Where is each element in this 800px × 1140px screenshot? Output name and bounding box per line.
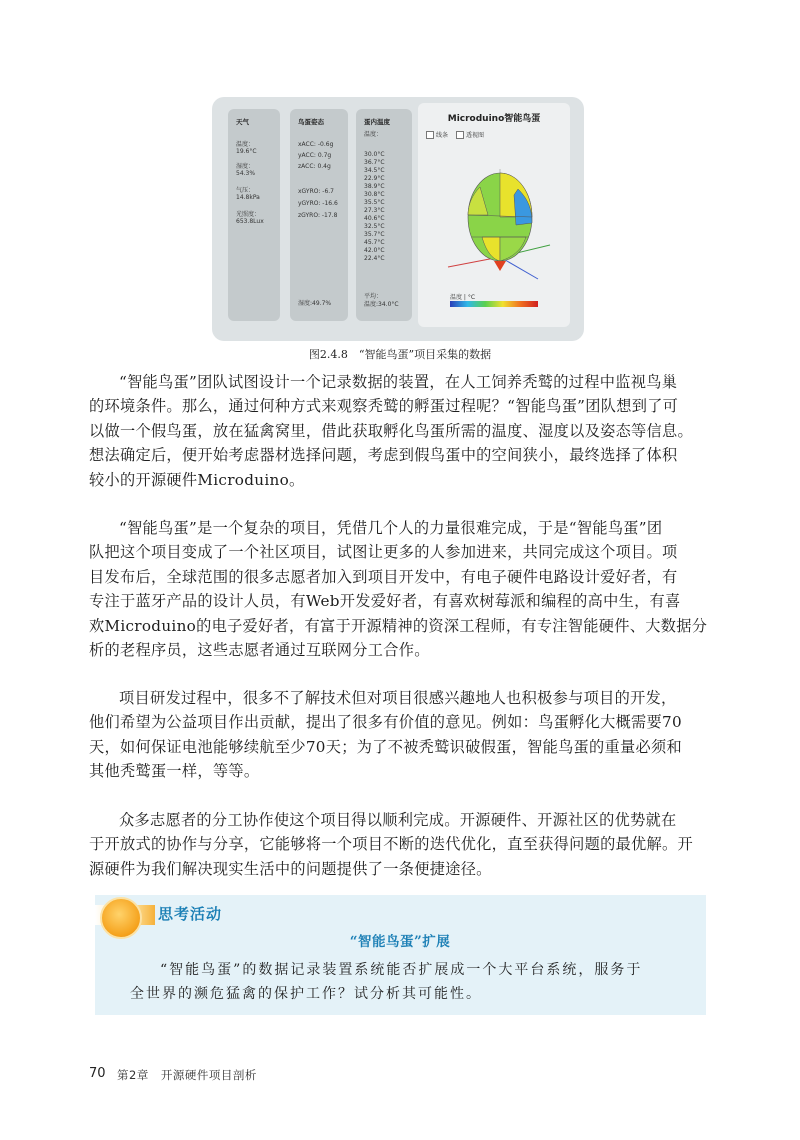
temperature-panel-header: 蛋内温度: [364, 118, 390, 126]
paragraph-4: [89, 808, 711, 881]
lines-checkbox-label: 线条: [436, 132, 449, 139]
temperature-line: 30.0°C: [364, 151, 385, 158]
temperature-line: 35.7°C: [364, 231, 385, 238]
activity-title: 思考活动: [158, 905, 223, 923]
text-line: “智能鸟蛋”是一个复杂的项目，凭借几个人的力量很难完成，于是“智能鸟蛋”团: [119, 519, 663, 537]
chapter-title: 第2章 开源硬件项目剖析: [117, 1068, 257, 1082]
text-line: 其他秃鹫蛋一样，等等。: [89, 762, 260, 781]
temperature-line: 42.0°C: [364, 247, 385, 254]
egg-3d-model-icon[interactable]: [438, 149, 558, 284]
weather-line: 光照度：: [236, 211, 261, 218]
weather-panel-header: 天气: [236, 118, 249, 126]
temperature-line: 45.7°C: [364, 239, 385, 246]
attitude-panel-header: 鸟蛋姿态: [298, 118, 324, 126]
attitude-line: yGYRO: -16.6: [298, 200, 338, 207]
lines-checkbox[interactable]: [426, 131, 434, 139]
weather-line: 19.6°C: [236, 148, 257, 155]
activity-line: “智能鸟蛋”的数据记录装置系统能否扩展成一个大平台系统，服务于: [160, 962, 643, 978]
text-line: 较小的开源硬件Microduino。: [89, 470, 305, 489]
attitude-line: yACC: 0.7g: [298, 152, 332, 159]
text-line: 众多志愿者的分工协作使这个项目得以顺利完成。开源硬件、开源社区的优势就在: [119, 811, 677, 829]
weather-line: 653.8Lux: [236, 218, 264, 225]
text-line: 天，如何保证电池能够续航至少70天；为了不被秃鹫识破假蛋，智能鸟蛋的重量必须和: [89, 737, 682, 756]
temperature-line: 27.3°C: [364, 207, 385, 214]
temperature-scale-label: 温度 | °C: [450, 294, 476, 301]
attitude-line: zACC: 0.4g: [298, 163, 331, 170]
temperature-line: 30.8°C: [364, 191, 385, 198]
text-line: 他们希望为公益项目作出贡献，提出了很多有价值的意见。例如：鸟蛋孵化大概需要70: [89, 713, 682, 732]
text-line: 于开放式的协作与分享，它能够将一个项目不断的迭代优化，直至获得问题的最优解。开: [89, 835, 694, 854]
text-line: 队把这个项目变成了一个社区项目，试图让更多的人参加进来，共同完成这个项目。项: [89, 543, 678, 562]
attitude-line: zGYRO: -17.8: [298, 212, 338, 219]
text-line: 想法确定后，便开始考虑器材选择问题，考虑到假鸟蛋中的空间狭小，最终选择了体积: [89, 446, 678, 465]
temperature-line: 温度：: [364, 131, 383, 138]
paragraph-3: [89, 686, 711, 784]
temperature-line: 38.9°C: [364, 183, 385, 190]
text-line: “智能鸟蛋”团队试图设计一个记录数据的装置，在人工饲养秃鹫的过程中监视鸟巢: [119, 373, 678, 391]
temperature-line: 32.5°C: [364, 223, 385, 230]
text-line: 欢Microduino的电子爱好者，有富于开源精神的资深工程师，有专注智能硬件、大数据分: [89, 616, 708, 635]
text-line: 源硬件为我们解决现实生活中的问题提供了一条便捷途径。: [89, 859, 492, 878]
temperature-line: 40.6°C: [364, 215, 385, 222]
perspective-checkbox-label: 透视图: [466, 132, 485, 139]
view-title: Microduino智能鸟蛋: [447, 114, 541, 124]
paragraph-2: [89, 516, 711, 662]
weather-line: 湿度：: [236, 163, 255, 170]
perspective-checkbox[interactable]: [456, 131, 464, 139]
text-line: 以做一个假鸟蛋，放在猛禽窝里，借此获取孵化鸟蛋所需的温度、湿度以及姿态等信息。: [89, 421, 694, 440]
activity-subtitle: “智能鸟蛋”扩展: [349, 934, 451, 950]
weather-line: 14.8kPa: [236, 194, 260, 201]
temperature-line: 36.7°C: [364, 159, 385, 166]
temperature-line: 22.9°C: [364, 175, 385, 182]
temperature-line: 35.5°C: [364, 199, 385, 206]
temperature-color-scale: [450, 301, 538, 307]
egg-temperature-panel: [356, 109, 412, 321]
temperature-line: 22.4°C: [364, 255, 385, 262]
text-line: 专注于蓝牙产品的设计人员，有Web开发爱好者，有喜欢树莓派和编程的高中生，有喜: [89, 592, 681, 611]
text-line: 的环境条件。那么，通过何种方式来观察秃鹫的孵蛋过程呢？“智能鸟蛋”团队想到了可: [89, 397, 679, 416]
egg-3d-view-panel: [418, 103, 570, 327]
attitude-line: xACC: -0.6g: [298, 141, 334, 148]
page-number: 70: [89, 1066, 106, 1081]
activity-body: [130, 958, 690, 1006]
attitude-footer: 湿度:49.7%: [298, 300, 332, 307]
attitude-line: xGYRO: -6.7: [298, 188, 334, 195]
weather-line: 温度：: [236, 141, 255, 148]
text-line: 析的老程序员，这些志愿者通过互联网分工合作。: [89, 641, 430, 660]
text-line: 项目研发过程中，很多不了解技术但对项目很感兴趣地人也积极参与项目的开发，: [119, 689, 677, 707]
weather-line: 54.3%: [236, 170, 256, 177]
text-line: 目发布后，全球范围的很多志愿者加入到项目开发中，有电子硬件电路设计爱好者，有: [89, 567, 678, 586]
temperature-footer: 温度:34.0°C: [364, 301, 399, 308]
paragraph-1: [89, 370, 711, 492]
temperature-footer: 平均：: [364, 293, 383, 300]
egg-attitude-panel: [290, 109, 348, 321]
figure-data-dashboard: [212, 97, 584, 341]
temperature-line: 34.5°C: [364, 167, 385, 174]
activity-line: 全世界的濒危猛禽的保护工作？试分析其可能性。: [130, 986, 482, 1002]
weather-panel: [228, 109, 280, 321]
weather-line: 气压：: [236, 187, 255, 194]
figure-caption: 图2.4.8 “智能鸟蛋”项目采集的数据: [308, 348, 492, 361]
